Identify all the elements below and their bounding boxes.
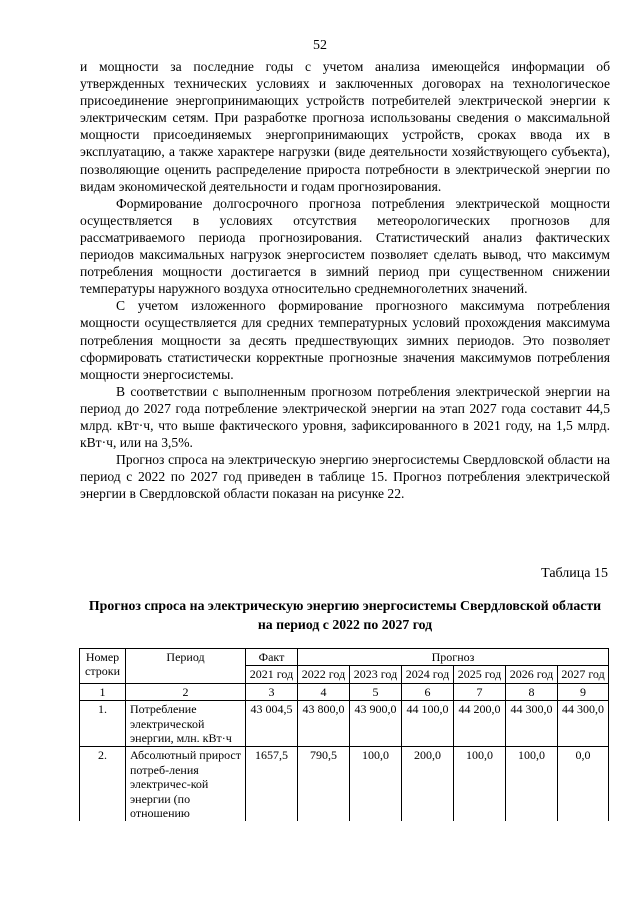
column-number: 5 [350,683,402,700]
table-row [80,747,609,822]
row-value: 100,0 [350,747,402,822]
column-number: 4 [298,683,350,700]
row-value: 44 100,0 [402,701,454,747]
row-value: 100,0 [506,747,558,822]
row-value: 0,0 [558,747,609,822]
row-number: 1. [80,701,126,747]
row-value: 1657,5 [246,747,298,822]
row-label: Абсолютный прирост потреб-ления электричес-кой энергии (по отношению [126,747,246,822]
paragraph: С учетом изложенного формирование прогнозного максимума потребления мощности осуществляется для средних температурных условий прохождения максимума потребления мощности за десять предшествующих зимних периодов. Это позволяет сформировать статистически корректные прогнозные значения максимумов потребления мощности энергосистемы. [80,298,610,382]
row-value: 44 300,0 [506,701,558,747]
header-fact: Факт [246,649,298,666]
body-text [80,58,610,502]
row-value: 43 004,5 [246,701,298,747]
header-row-number: Номер строки [80,649,126,684]
header-period: Период [126,649,246,684]
column-number: 2 [126,683,246,700]
row-value: 43 900,0 [350,701,402,747]
header-year: 2021 год [246,666,298,683]
column-number: 9 [558,683,609,700]
header-year: 2024 год [402,666,454,683]
table-title: Прогноз спроса на электрическую энергию энергосистемы Свердловской области на период с 2022 по 2027 год [88,598,602,632]
header-row [80,649,609,666]
column-number: 8 [506,683,558,700]
table-label: Таблица 15 [541,566,608,581]
paragraph: В соответствии с выполненным прогнозом потребления электрической энергии на период до 2027 года потребление электрической энергии на этап 2027 года составит 44,5 млрд. кВт·ч, что выше фактического уровня, зафиксированного в 2021 году, на 1,5 млрд. кВт·ч, или на 3,5%. [80,383,610,451]
header-year: 2023 год [350,666,402,683]
row-value: 790,5 [298,747,350,822]
row-value: 200,0 [402,747,454,822]
header-forecast: Прогноз [298,649,609,666]
row-value: 44 300,0 [558,701,609,747]
column-number: 6 [402,683,454,700]
page-number: 52 [313,38,327,53]
forecast-table [79,648,609,821]
paragraph: Прогноз спроса на электрическую энергию энергосистемы Свердловской области на период с 2022 по 2027 год приведен в таблице 15. Прогноз потребления электрической энергии в Свердловской области показан на рисунке 22. [80,452,610,502]
header-year: 2022 год [298,666,350,683]
header-year: 2025 год [454,666,506,683]
row-value: 43 800,0 [298,701,350,747]
row-value: 44 200,0 [454,701,506,747]
paragraph: Формирование долгосрочного прогноза потребления электрической мощности осуществляется в условиях отсутствия метеорологических прогнозов для рассматриваемого периода прогнозирования. Статистический анализ фактических периодов максимальных нагрузок энергосистем позволяет сделать вывод, что максимум потребления мощности достигается в зимний период при существенном снижении температуры наружного воздуха относительно среднемноголетних значений. [80,195,610,297]
column-number: 1 [80,683,126,700]
column-number: 7 [454,683,506,700]
table-row [80,701,609,747]
column-numbers-row [80,683,609,700]
paragraph: и мощности за последние годы с учетом анализа имеющейся информации об утвержденных технических условиях и заключенных договорах на технологическое присоединение энергопринимающих устройств потребителей электрической энергии к электрическим сетям. При разработке прогноза использованы сведения о максимальной мощности присоединяемых энергопринимающих устройств, сроках ввода их в эксплуатацию, а также характере нагрузки (виде деятельности хозяйствующего субъекта), позволяющие оценить распределение прироста потребности в электрической энергии по видам экономической деятельности и годам прогнозирования. [80,59,610,194]
column-number: 3 [246,683,298,700]
row-label: Потребление электрической энергии, млн. кВт·ч [126,701,246,747]
header-year: 2027 год [558,666,609,683]
row-value: 100,0 [454,747,506,822]
row-number: 2. [80,747,126,822]
header-year: 2026 год [506,666,558,683]
